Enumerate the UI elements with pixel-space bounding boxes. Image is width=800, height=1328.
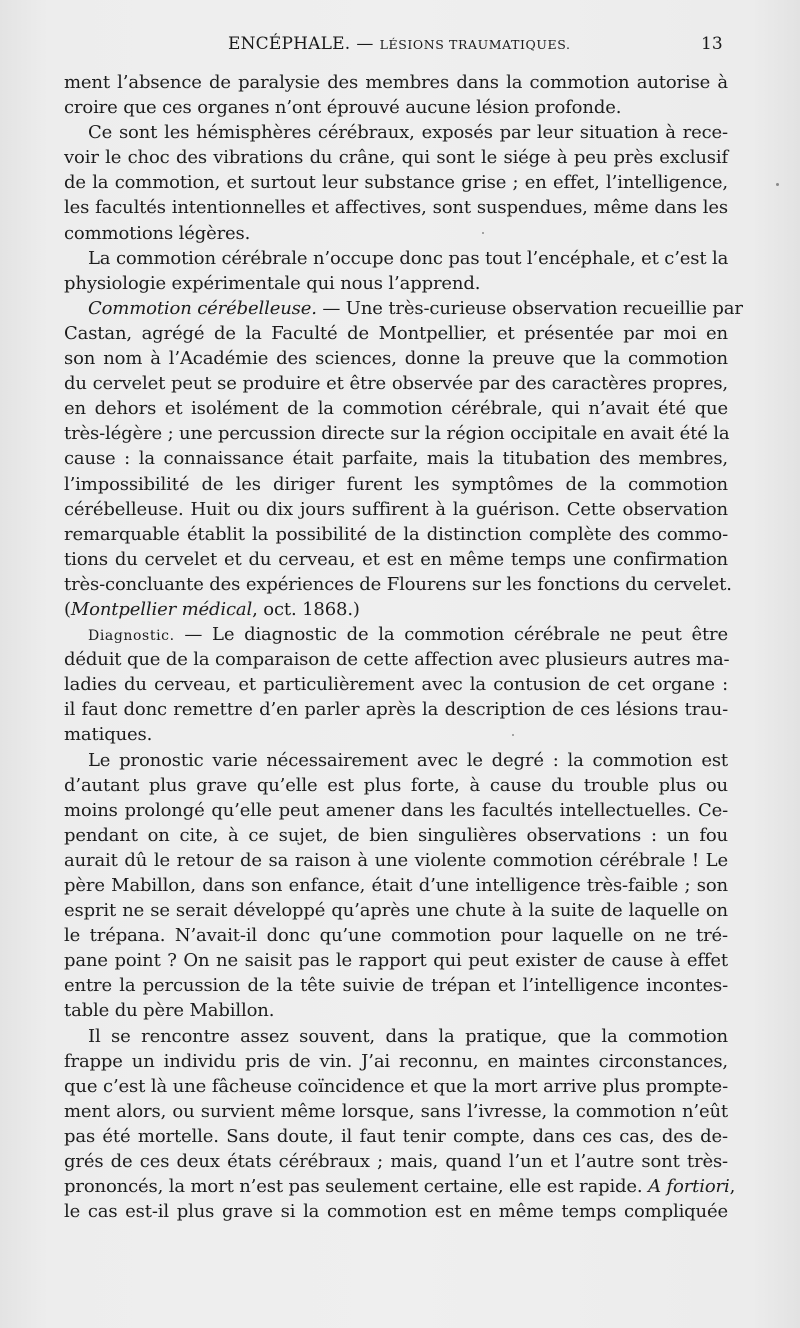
text-run: l’impossibilité de les diriger furent les symptômes de la commotion bbox=[64, 473, 728, 495]
text-line bbox=[64, 823, 728, 848]
text-line bbox=[64, 321, 728, 346]
text-line bbox=[64, 873, 728, 898]
text-run: ment l’absence de paralysie des membres dans la commotion autorise à bbox=[64, 72, 728, 93]
text-run: son nom à l’Académie des sciences, donne la preuve que la commotion bbox=[64, 348, 728, 370]
text-line bbox=[64, 446, 728, 471]
text-run: du cervelet peut se produire et être observée par des caractères propres, bbox=[64, 373, 728, 395]
text-run: pane point ? On ne saisit pas le rapport qui peut exister de cause à effet bbox=[64, 950, 728, 972]
text-line bbox=[64, 396, 728, 421]
text-line bbox=[64, 522, 728, 547]
text-line bbox=[64, 1149, 728, 1174]
text-run: Ce sont les hémisphères cérébraux, exposés par leur situation à rece- bbox=[88, 122, 728, 144]
text-line bbox=[64, 798, 728, 823]
text-run: La commotion cérébrale n’occupe donc pas tout l’encéphale, et c’est la bbox=[88, 247, 729, 269]
text-line bbox=[64, 472, 728, 497]
text-run: — Le diagnostic de la commotion cérébrale ne peut être bbox=[174, 624, 728, 646]
text-run: , oct. 1868.) bbox=[252, 598, 360, 620]
text-run: ( bbox=[64, 598, 71, 620]
text-run: déduit que de la comparaison de cette affection avec plusieurs autres ma- bbox=[64, 649, 730, 671]
text-line bbox=[64, 296, 743, 321]
running-title-separator: — bbox=[356, 34, 374, 54]
text-line bbox=[64, 1124, 728, 1149]
text-line bbox=[64, 70, 728, 95]
section-heading-italic: Commotion cérébelleuse. bbox=[88, 297, 317, 319]
text-run: — Une très-curieuse observation recueillie par bbox=[316, 297, 743, 319]
text-run: tions du cervelet et du cerveau, et est en même temps une confirmation bbox=[64, 548, 728, 570]
body-text bbox=[64, 70, 743, 1224]
text-run: il faut donc remettre d’en parler après la description de ces lésions trau- bbox=[64, 699, 728, 721]
section-heading-smallcaps: Diagnostic. bbox=[88, 628, 175, 645]
text-line bbox=[64, 371, 728, 396]
text-run: en dehors et isolément de la commotion cérébrale, qui n’avait été que bbox=[64, 398, 728, 420]
text-line bbox=[64, 221, 728, 246]
text-line bbox=[64, 120, 728, 145]
citation-italic: Montpellier médical bbox=[70, 598, 253, 620]
text-run: cause : la connaissance était parfaite, mais la titubation des membres, bbox=[64, 448, 728, 470]
text-run: voir le choc des vibrations du crâne, qui sont le siége à peu près exclusif bbox=[64, 147, 728, 169]
text-line bbox=[64, 773, 728, 798]
text-line bbox=[64, 170, 728, 195]
text-run: table du père Mabillon. bbox=[64, 1000, 275, 1022]
paper-speck bbox=[482, 232, 484, 234]
text-run: d’autant plus grave qu’elle est plus forte, à cause du trouble plus ou bbox=[64, 774, 728, 796]
text-line bbox=[64, 1049, 728, 1074]
latin-phrase-italic: A fortiori bbox=[648, 1176, 730, 1198]
text-line bbox=[64, 748, 728, 773]
text-run: Castan, agrégé de la Faculté de Montpellier, et présentée par moi en bbox=[64, 322, 728, 344]
text-line bbox=[64, 95, 728, 120]
text-line bbox=[64, 195, 728, 220]
text-run: très-concluante des expériences de Flourens sur les fonctions du cervelet. bbox=[64, 573, 732, 595]
text-line bbox=[64, 1174, 736, 1199]
text-run: , bbox=[729, 1176, 736, 1198]
text-run: commotions légères. bbox=[64, 222, 251, 244]
text-run: le trépana. N’avait-il donc qu’une commotion pour laquelle on ne tré- bbox=[64, 925, 728, 947]
text-run: Le pronostic varie nécessairement avec le degré : la commotion est bbox=[88, 749, 728, 771]
running-title-sub: LÉSIONS TRAUMATIQUES. bbox=[379, 37, 571, 52]
text-run: grés de ces deux états cérébraux ; mais, quand l’un et l’autre sont très- bbox=[64, 1151, 728, 1173]
text-line bbox=[64, 622, 728, 647]
text-run: très-légère ; une percussion directe sur la région occipitale en avait été la bbox=[64, 423, 730, 445]
text-run: matiques. bbox=[64, 724, 153, 746]
text-line bbox=[64, 421, 728, 446]
text-line bbox=[64, 597, 728, 622]
paper-speck bbox=[512, 734, 514, 736]
text-run: le cas est-il plus grave si la commotion est en même temps compliquée bbox=[64, 1201, 728, 1223]
text-run: aurait dû le retour de sa raison à une violente commotion cérébrale ! Le bbox=[64, 849, 728, 871]
paper-speck bbox=[776, 183, 779, 186]
text-run: remarquable établit la possibilité de la distinction complète des commo- bbox=[64, 523, 728, 545]
text-run: de la commotion, et surtout leur substance grise ; en effet, l’intelligence, bbox=[64, 172, 728, 194]
text-line bbox=[64, 923, 728, 948]
text-run: que c’est là une fâcheuse coïncidence et que la mort arrive plus prompte- bbox=[64, 1075, 728, 1097]
text-run: moins prolongé qu’elle peut amener dans les facultés intellectuelles. Ce- bbox=[64, 799, 728, 821]
text-run: prononcés, la mort n’est pas seulement certaine, elle est rapide. bbox=[64, 1176, 649, 1198]
text-run: croire que ces organes n’ont éprouvé aucune lésion profonde. bbox=[64, 97, 622, 119]
text-run: physiologie expérimentale qui nous l’apprend. bbox=[64, 272, 481, 294]
text-run: cérébelleuse. Huit ou dix jours suffirent à la guérison. Cette observation bbox=[64, 498, 728, 520]
text-run: entre la percussion de la tête suivie de trépan et l’intelligence incontes- bbox=[64, 975, 728, 997]
text-run: pendant on cite, à ce sujet, de bien singulières observations : un fou bbox=[64, 824, 728, 846]
text-line bbox=[64, 998, 728, 1023]
text-run: Il se rencontre assez souvent, dans la pratique, que la commotion bbox=[88, 1025, 728, 1047]
text-line bbox=[64, 572, 732, 597]
running-title bbox=[228, 34, 571, 54]
text-run: père Mabillon, dans son enfance, était d’une intelligence très-faible ; son bbox=[64, 875, 728, 896]
text-run: frappe un individu pris de vin. J’ai reconnu, en maintes circonstances, bbox=[64, 1050, 728, 1072]
text-line bbox=[64, 346, 728, 371]
text-line bbox=[64, 848, 728, 873]
text-run: ment alors, ou survient même lorsque, sans l’ivresse, la commotion n’eût bbox=[64, 1100, 728, 1122]
text-line bbox=[64, 697, 728, 722]
text-line bbox=[64, 647, 728, 672]
text-line bbox=[64, 672, 728, 697]
text-run: esprit ne se serait développé qu’après une chute à la suite de laquelle on bbox=[64, 900, 728, 922]
text-line bbox=[64, 722, 728, 747]
running-title-main: ENCÉPHALE. bbox=[228, 34, 351, 54]
text-run: pas été mortelle. Sans doute, il faut tenir compte, dans ces cas, des de- bbox=[64, 1125, 728, 1147]
text-line bbox=[64, 497, 728, 522]
page-number: 13 bbox=[701, 34, 723, 54]
text-line bbox=[64, 547, 728, 572]
running-header bbox=[0, 34, 800, 60]
text-line bbox=[64, 1074, 728, 1099]
text-line bbox=[64, 1024, 728, 1049]
text-line bbox=[64, 1099, 728, 1124]
text-run: les facultés intentionnelles et affectives, sont suspendues, même dans les bbox=[64, 197, 728, 219]
text-line bbox=[64, 948, 728, 973]
text-line bbox=[64, 271, 728, 296]
text-line bbox=[64, 898, 728, 923]
text-line bbox=[64, 246, 728, 271]
text-line bbox=[64, 1199, 728, 1224]
text-line bbox=[64, 973, 728, 998]
text-run: ladies du cerveau, et particulièrement avec la contusion de cet organe : bbox=[64, 674, 728, 696]
text-line bbox=[64, 145, 728, 170]
